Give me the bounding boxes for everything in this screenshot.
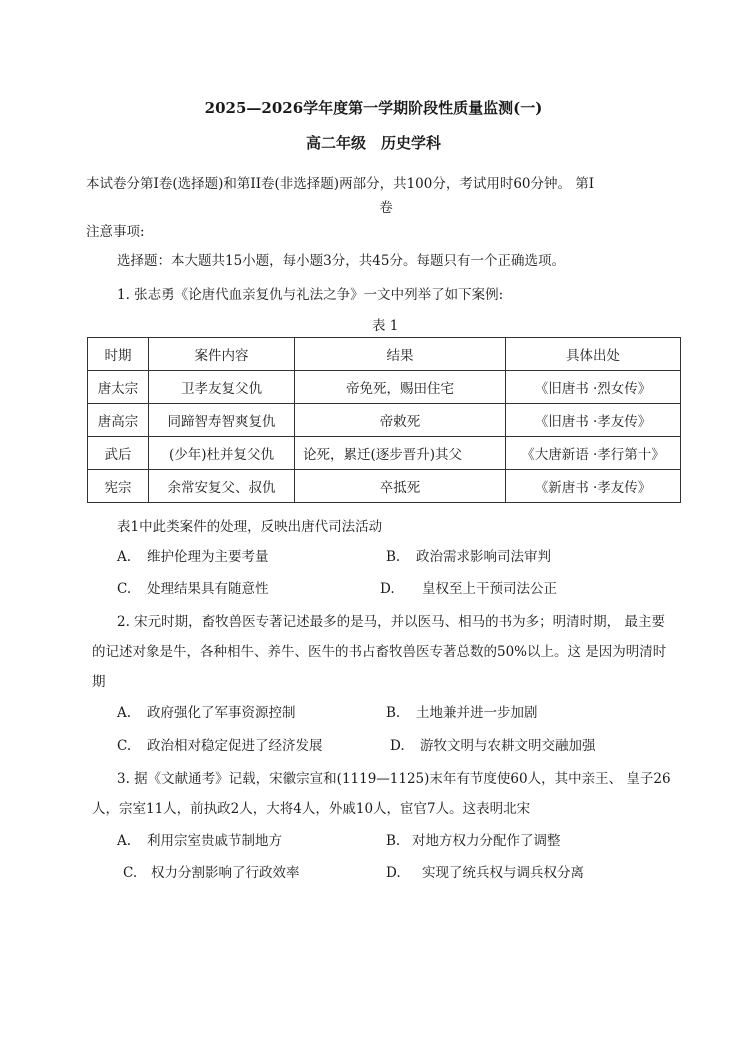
header-case: 案件内容 xyxy=(149,338,295,371)
cell-period: 武后 xyxy=(88,437,149,470)
option-text: 实现了统兵权与调兵权分离 xyxy=(422,865,584,881)
option-letter: C. xyxy=(117,581,132,597)
cell-case: 卫孝友复父仇 xyxy=(149,371,295,404)
q1-stem: 1. 张志勇《论唐代血亲复仇与礼法之争》一文中列举了如下案例: xyxy=(117,287,504,303)
cell-period: 宪宗 xyxy=(88,470,149,503)
option-text: 政治相对稳定促进了经济发展 xyxy=(147,738,323,754)
option-text: 皇权至上干预司法公正 xyxy=(422,581,557,597)
q1-question: 表1中此类案件的处理，反映出唐代司法活动 xyxy=(117,519,383,535)
option-text: 政治需求影响司法审判 xyxy=(416,549,551,565)
option-text: 对地方权力分配作了调整 xyxy=(412,833,561,849)
cell-result: 论死，累迁(逐步晋升)其父 xyxy=(295,437,506,470)
exam-intro xyxy=(86,172,686,220)
cell-case: 同蹄智寿智爽复仇 xyxy=(149,404,295,437)
q3-option-b xyxy=(386,829,561,849)
q2-line-1: 2. 宋元时期，畜牧兽医专著记述最多的是马，并以医马、相马的书为多；明清时期， 最主要 xyxy=(117,614,665,630)
q2-option-d xyxy=(390,734,596,754)
option-text: 政府强化了军事资源控制 xyxy=(147,705,296,721)
q2-line-2: 的记述对象是牛，各种相牛、养牛、医牛的书占畜牧兽医专著总数的50%以上。这 是因为明清时 xyxy=(92,644,667,660)
cell-period: 唐高宗 xyxy=(88,404,149,437)
option-text: 权力分割影响了行政效率 xyxy=(151,865,300,881)
q3-option-a xyxy=(117,829,282,849)
exam-title: 2025—2026学年度第一学期阶段性质量监测(一) xyxy=(204,99,543,117)
table-caption: 表 1 xyxy=(372,318,399,334)
cell-result: 帝免死，赐田住宅 xyxy=(295,371,506,404)
option-text: 维护伦理为主要考量 xyxy=(147,549,269,565)
option-text: 土地兼并进一步加剧 xyxy=(416,705,538,721)
case-table xyxy=(87,337,681,503)
option-letter: D. xyxy=(390,738,405,754)
option-letter: A. xyxy=(117,549,132,565)
header-period: 时期 xyxy=(88,338,149,371)
q3-option-c xyxy=(123,861,300,881)
option-letter: D. xyxy=(386,865,401,881)
option-letter: A. xyxy=(117,705,132,721)
q1-option-b xyxy=(386,545,551,565)
option-letter: A. xyxy=(117,833,132,849)
cell-result: 卒抵死 xyxy=(295,470,506,503)
cell-result: 帝敕死 xyxy=(295,404,506,437)
option-letter: C. xyxy=(123,865,138,881)
table-row xyxy=(88,371,681,404)
notice-heading: 注意事项: xyxy=(86,224,145,240)
q3-line-1: 3. 据《文献通考》记载，宋徽宗宣和(1119—1125)末年有节度使60人，其中亲王、 皇子26 xyxy=(117,771,671,787)
option-text: 处理结果具有随意性 xyxy=(147,581,269,597)
q2-option-c xyxy=(117,734,323,754)
option-letter: C. xyxy=(117,738,132,754)
q3-line-2: 人，宗室11人，前执政2人，大将4人，外戚10人，宦官7人。这表明北宋 xyxy=(92,801,531,817)
q1-option-a xyxy=(117,545,269,565)
cell-period: 唐太宗 xyxy=(88,371,149,404)
header-result: 结果 xyxy=(295,338,506,371)
cell-source: 《旧唐书 ·孝友传》 xyxy=(506,404,681,437)
table-row xyxy=(88,437,681,470)
intro-line-1: 本试卷分第I卷(选择题)和第II卷(非选择题)两部分，共100分，考试用时60分钟。 第I xyxy=(86,176,595,192)
q3-option-d xyxy=(386,861,584,881)
cell-case: 余常安复父、叔仇 xyxy=(149,470,295,503)
option-letter: B. xyxy=(386,833,401,849)
intro-line-2: 卷 xyxy=(379,200,393,216)
q2-option-a xyxy=(117,701,296,721)
option-text: 游牧文明与农耕文明交融加强 xyxy=(420,738,596,754)
q1-option-c xyxy=(117,577,269,597)
table-row xyxy=(88,470,681,503)
q2-option-b xyxy=(386,701,538,721)
cell-source: 《旧唐书 ·烈女传》 xyxy=(506,371,681,404)
table-row xyxy=(88,404,681,437)
option-letter: D. xyxy=(380,581,395,597)
exam-subtitle: 高二年级 历史学科 xyxy=(305,134,441,152)
cell-case: (少年)杜并复父仇 xyxy=(149,437,295,470)
cell-source: 《新唐书 ·孝友传》 xyxy=(506,470,681,503)
table-header-row xyxy=(88,338,681,371)
q2-line-3: 期 xyxy=(92,674,106,690)
option-letter: B. xyxy=(386,549,401,565)
option-letter: B. xyxy=(386,705,401,721)
q1-option-d xyxy=(380,577,557,597)
option-text: 利用宗室贵戚节制地方 xyxy=(147,833,282,849)
header-source: 具体出处 xyxy=(506,338,681,371)
cell-source: 《大唐新语 ·孝行第十》 xyxy=(506,437,681,470)
instructions: 选择题：本大题共15小题，每小题3分，共45分。每题只有一个正确选项。 xyxy=(117,253,565,269)
